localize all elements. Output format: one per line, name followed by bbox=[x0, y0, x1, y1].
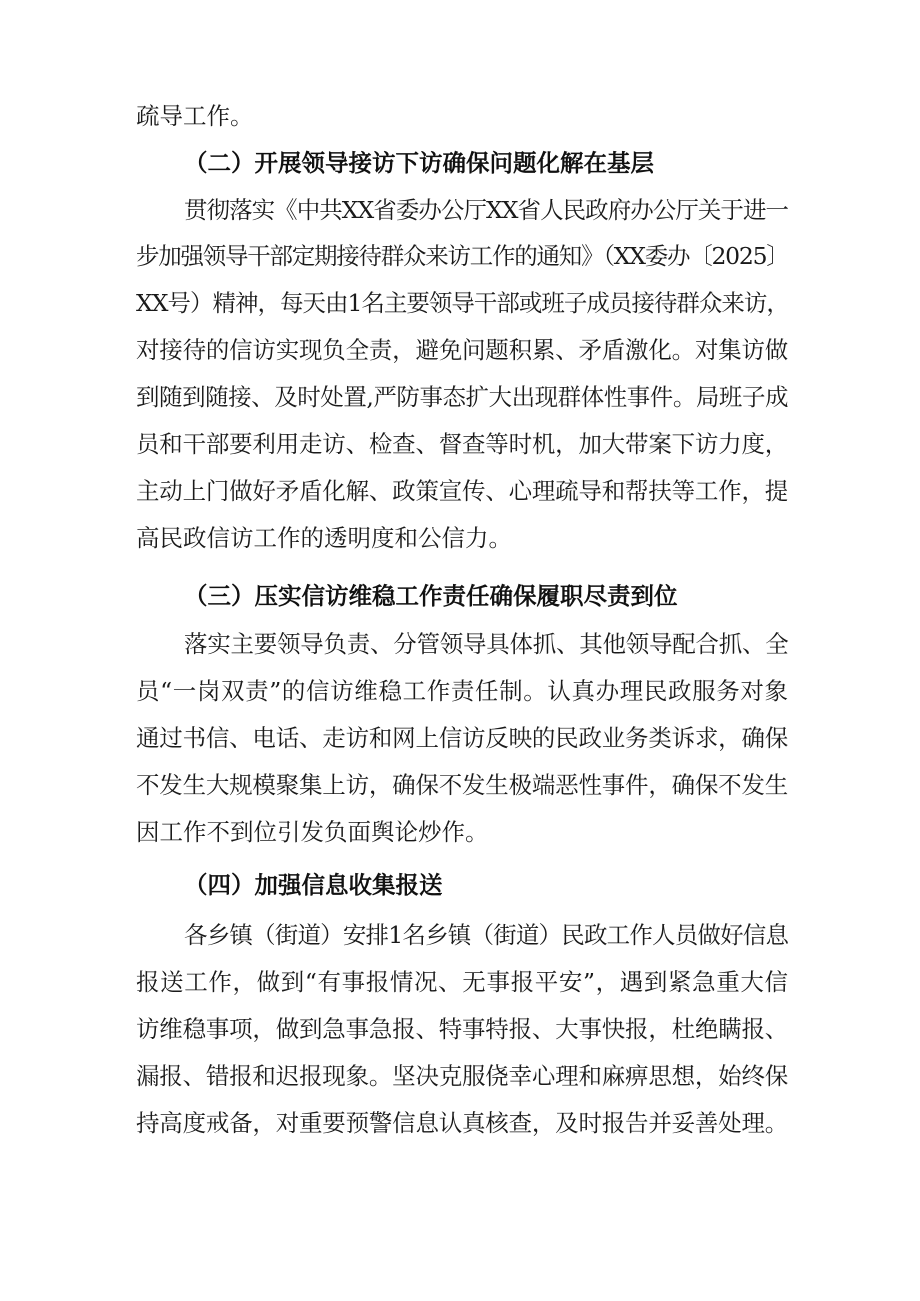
paragraph-line: 不发生大规模聚集上访，确保不发生极端恶性事件，确保不发生 bbox=[136, 771, 788, 799]
paragraph-line: 报送工作，做到“有事报情况、无事报平安”，遇到紧急重大信 bbox=[136, 968, 788, 996]
paragraph-line: 落实主要领导负责、分管领导具体抓、其他领导配合抓、全 bbox=[184, 630, 789, 658]
paragraph-line: 高民政信访工作的透明度和公信力。 bbox=[136, 524, 512, 552]
paragraph-line: 因工作不到位引发负面舆论炒作。 bbox=[136, 818, 489, 846]
paragraph-line: 疏导工作。 bbox=[136, 102, 254, 130]
paragraph-line: 到随到随接、及时处置,严防事态扩大出现群体性事件。局班子成 bbox=[136, 383, 788, 411]
paragraph-line: 对接待的信访实现负全责，避免问题积累、矛盾激化。对集访做 bbox=[136, 336, 788, 364]
paragraph-line: 通过书信、电话、走访和网上信访反映的民政业务类诉求，确保 bbox=[136, 724, 788, 752]
paragraph-line: 访维稳事项，做到急事急报、特事特报、大事快报，杜绝瞒报、 bbox=[136, 1015, 788, 1043]
paragraph-line: XX号）精神，每天由1名主要领导干部或班子成员接待群众来访， bbox=[136, 289, 789, 317]
paragraph-line: 员“一岗双责”的信访维稳工作责任制。认真办理民政服务对象 bbox=[136, 677, 788, 705]
paragraph-line: 贯彻落实《中共XX省委办公厅XX省人民政府办公厅关于进一 bbox=[184, 196, 788, 224]
section-heading-4: （四）加强信息收集报送 bbox=[184, 871, 443, 899]
paragraph-line: 主动上门做好矛盾化解、政策宣传、心理疏导和帮扶等工作，提 bbox=[136, 477, 788, 505]
paragraph-line: 漏报、错报和迟报现象。坚决克服侥幸心理和麻痹思想，始终保 bbox=[136, 1062, 788, 1090]
paragraph-line: 步加强领导干部定期接待群众来访工作的通知》（XX委办〔2025〕 bbox=[136, 242, 789, 270]
paragraph-line: 员和干部要利用走访、检查、督查等时机，加大带案下访力度， bbox=[136, 430, 788, 458]
section-heading-3: （三）压实信访维稳工作责任确保履职尽责到位 bbox=[184, 582, 678, 610]
paragraph-line: 各乡镇（街道）安排1名乡镇（街道）民政工作人员做好信息 bbox=[184, 921, 788, 949]
section-heading-2: （二）开展领导接访下访确保问题化解在基层 bbox=[184, 149, 654, 177]
paragraph-line: 持高度戒备，对重要预警信息认真核查，及时报告并妥善处理。 bbox=[136, 1109, 788, 1137]
